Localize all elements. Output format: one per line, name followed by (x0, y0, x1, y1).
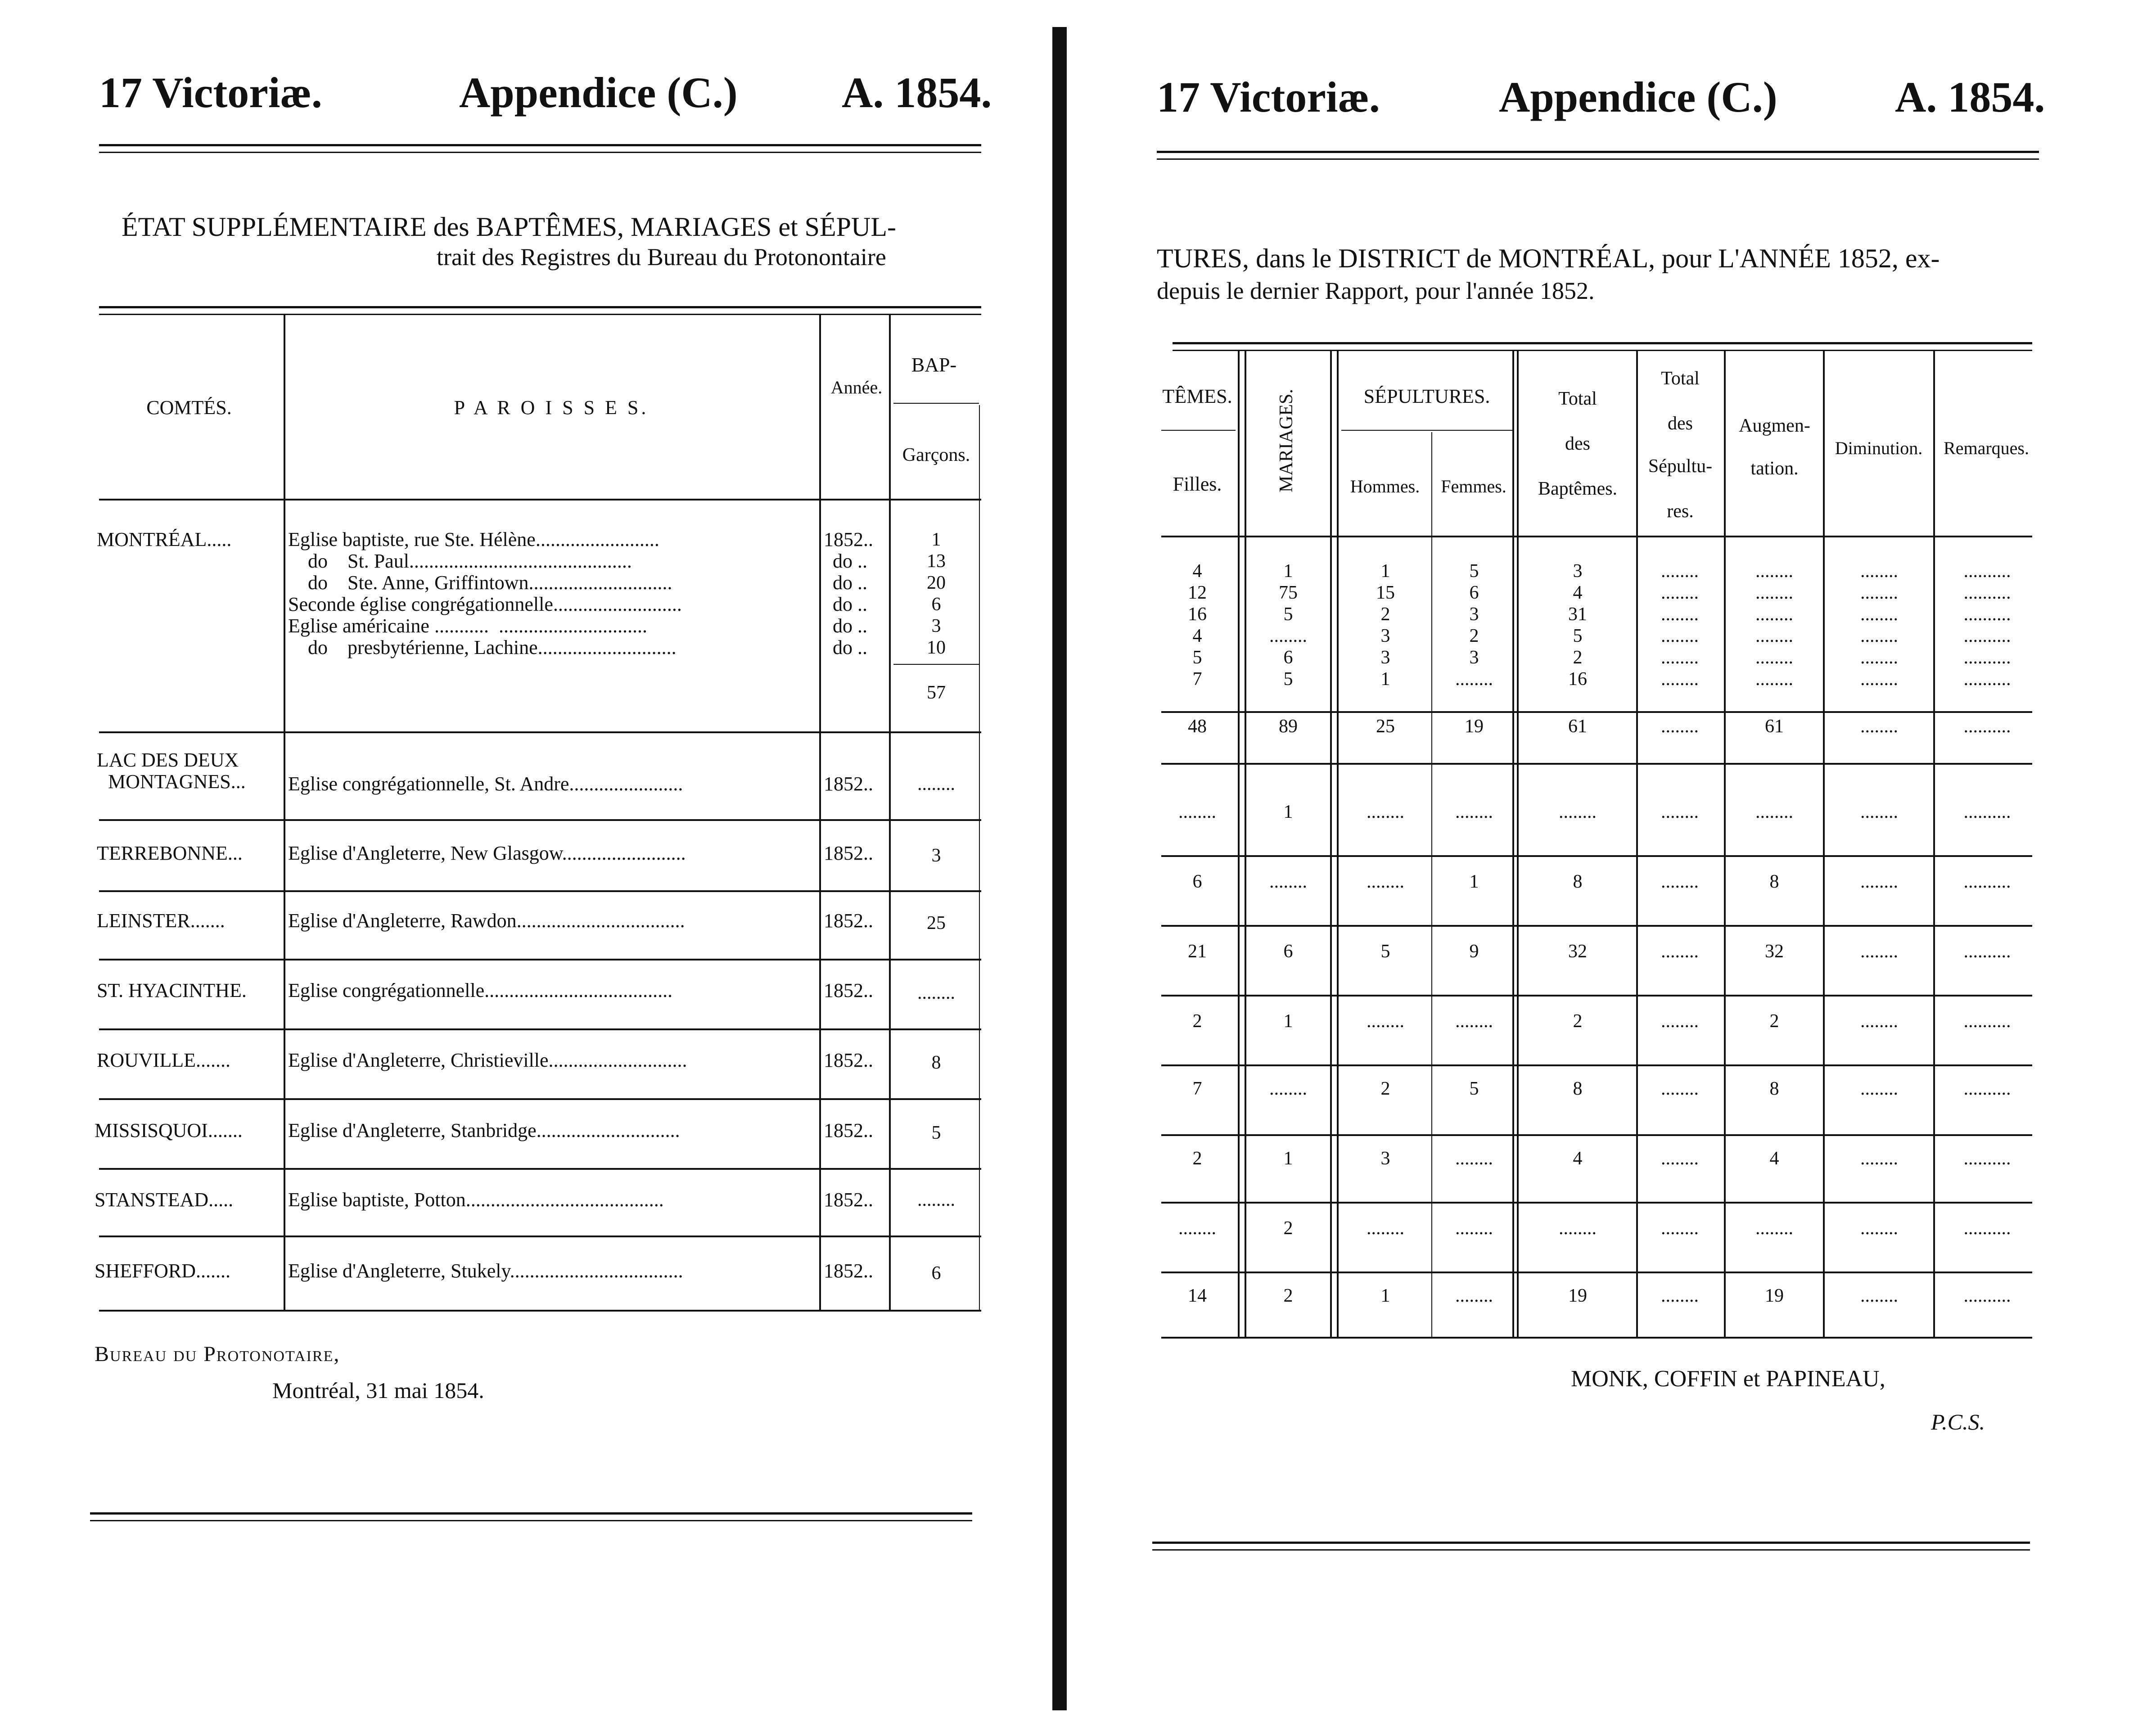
parish-garcons: 20 (927, 573, 946, 593)
cell-total-sep: ........ (1661, 941, 1699, 962)
cell-total-sep: ........ (1661, 1078, 1699, 1099)
parish-name: do presbytérienne, Lachine............................ (288, 636, 677, 658)
table-bottom-rule (99, 1310, 981, 1312)
cell-hommes: ........ (1367, 1218, 1404, 1239)
cell-mariages: ........ (1269, 626, 1307, 646)
cell-augm: ........ (1755, 647, 1793, 668)
parish-year: 1852.. (824, 979, 873, 1001)
header-bottom-rule (99, 499, 981, 501)
parish-garcons: 1 (931, 529, 941, 550)
parish-garcons: 3 (931, 845, 941, 866)
parish-year: 1852.. (824, 528, 873, 550)
parish-year: do .. (833, 593, 867, 615)
parish-name: Eglise américaine ........... .............................. (288, 615, 647, 637)
cell-dimin: ........ (1860, 626, 1898, 646)
county-name: ST. HYACINTHE. (97, 979, 247, 1001)
header-annee: Année. (830, 377, 883, 397)
parish-name: Eglise d'Angleterre, New Glasgow......................... (288, 842, 686, 864)
parish-garcons: ........ (917, 1190, 955, 1210)
subheader-rule (1161, 430, 1236, 431)
running-head-center: Appendice (C.) (459, 68, 738, 117)
cell-mariages: 1 (1283, 561, 1293, 582)
parish-year: do .. (833, 615, 867, 637)
header-total-baptemes-1: Total (1558, 388, 1597, 409)
cell-augm: ........ (1755, 582, 1793, 603)
county-name: LAC DES DEUX (97, 749, 239, 771)
county-name: STANSTEAD..... (95, 1189, 234, 1211)
cell-femmes: 3 (1469, 604, 1479, 625)
parish-garcons: 3 (931, 616, 941, 636)
parish-garcons: 10 (927, 637, 946, 658)
cell-femmes: ........ (1455, 1218, 1493, 1239)
cell-filles: 7 (1192, 1078, 1202, 1099)
subheader-rule (893, 403, 979, 404)
cell-femmes: ........ (1455, 1148, 1493, 1169)
cell-femmes: 19 (1465, 716, 1484, 737)
cell-total-sep: ........ (1661, 626, 1699, 646)
parish-name: Eglise d'Angleterre, Stukely................................... (288, 1260, 683, 1282)
header-remarques: Remarques. (1944, 438, 2029, 458)
parish-garcons: ........ (917, 774, 955, 794)
cell-hommes: 2 (1380, 1078, 1390, 1099)
cell-mariages: 1 (1283, 802, 1293, 822)
cell-femmes: 2 (1469, 626, 1479, 646)
cell-total-sep: ........ (1661, 561, 1699, 582)
cell-total-bapt: 3 (1573, 561, 1583, 582)
cell-filles: 4 (1192, 561, 1202, 582)
parish-name: Eglise congrégationnelle, St. Andre....................... (288, 773, 683, 795)
cell-dimin: ........ (1860, 1285, 1898, 1306)
cell-augm: 2 (1769, 1011, 1779, 1032)
cell-hommes: 3 (1380, 626, 1390, 646)
header-augmentation-2: tation. (1750, 458, 1799, 479)
cell-hommes: ........ (1367, 1011, 1404, 1032)
cell-total-bapt: 8 (1573, 1078, 1583, 1099)
cell-total-sep: ........ (1661, 1218, 1699, 1239)
cell-filles: 2 (1192, 1011, 1202, 1032)
col-divider (1636, 351, 1638, 1337)
cell-rem: .......... (1963, 802, 2011, 822)
cell-rem: .......... (1963, 604, 2011, 625)
cell-femmes: 6 (1469, 582, 1479, 603)
cell-mariages: 1 (1283, 1148, 1293, 1169)
cell-hommes: 25 (1376, 716, 1395, 737)
header-sepultures: SÉPULTURES. (1363, 385, 1490, 407)
col-divider (1512, 351, 1514, 1337)
cell-mariages: 89 (1279, 716, 1298, 737)
county-montreal: MONTRÉAL..... (97, 528, 232, 550)
header-mariages: MARIAGES. (1276, 389, 1297, 492)
col-divider (979, 405, 980, 1310)
cell-total-bapt: 16 (1568, 669, 1587, 690)
cell-total-sep: ........ (1661, 582, 1699, 603)
cell-femmes: ........ (1455, 669, 1493, 690)
cell-mariages: 2 (1283, 1285, 1293, 1306)
col-divider (1823, 351, 1825, 1337)
cell-total-sep: ........ (1661, 871, 1699, 892)
header-total-baptemes-3: Baptêmes. (1538, 478, 1618, 499)
cell-femmes: 5 (1469, 1078, 1479, 1099)
header-garcons: Garçons. (902, 445, 970, 465)
running-head-right: A. 1854. (1895, 73, 2045, 121)
cell-augm: ........ (1755, 1218, 1793, 1239)
parish-garcons: 8 (931, 1052, 941, 1073)
row-rule (1161, 1064, 2032, 1066)
row-rule (1161, 1202, 2032, 1204)
parish-year: 1852.. (824, 1260, 873, 1282)
cell-dimin: ........ (1860, 871, 1898, 892)
header-rule (99, 144, 981, 146)
cell-femmes: 9 (1469, 941, 1479, 962)
cell-dimin: ........ (1860, 561, 1898, 582)
cell-augm: ........ (1755, 604, 1793, 625)
cell-hommes: ........ (1367, 802, 1404, 822)
county-name: ROUVILLE....... (97, 1049, 230, 1071)
county-name: LEINSTER....... (97, 910, 225, 932)
left-page (0, 0, 1049, 1736)
cell-rem: .......... (1963, 582, 2011, 603)
cell-mariages: 1 (1283, 1011, 1293, 1032)
cell-dimin: ........ (1860, 1218, 1898, 1239)
cell-total-bapt: 31 (1568, 604, 1587, 625)
county-name: MONTAGNES... (108, 771, 246, 793)
parish-year: 1852.. (824, 773, 873, 795)
footer-place-date: Montréal, 31 mai 1854. (272, 1378, 484, 1403)
parish-year: do .. (833, 572, 867, 594)
header-comtes: COMTÉS. (146, 397, 232, 419)
cell-rem: .......... (1963, 1148, 2011, 1169)
header-hommes: Hommes. (1350, 476, 1420, 496)
col-divider (1933, 351, 1935, 1337)
cell-hommes: 1 (1380, 669, 1390, 690)
col-divider (1337, 351, 1339, 1337)
row-rule (99, 1168, 981, 1170)
header-rule (1157, 151, 2039, 153)
cell-hommes: 1 (1380, 1285, 1390, 1306)
cell-femmes: 3 (1469, 647, 1479, 668)
cell-mariages: 6 (1283, 647, 1293, 668)
cell-dimin: ........ (1860, 647, 1898, 668)
cell-hommes: 2 (1380, 604, 1390, 625)
subtotal-rule (1161, 711, 2032, 713)
cell-hommes: 15 (1376, 582, 1395, 603)
cell-femmes: ........ (1455, 802, 1493, 822)
subheader-rule (1341, 430, 1512, 431)
cell-total-bapt: 61 (1568, 716, 1587, 737)
row-rule (99, 1235, 981, 1237)
row-rule (99, 1028, 981, 1030)
cell-augm: 32 (1765, 941, 1784, 962)
row-rule (99, 731, 981, 733)
cell-filles: ........ (1178, 1218, 1216, 1239)
cell-total-bapt: 2 (1573, 1011, 1583, 1032)
parish-year: 1852.. (824, 1119, 873, 1141)
cell-rem: .......... (1963, 716, 2011, 737)
parish-name: Eglise baptiste, Potton........................................ (288, 1189, 664, 1211)
table-top-rule (1173, 342, 2032, 344)
col-divider (819, 315, 821, 1310)
cell-filles: 5 (1192, 647, 1202, 668)
parish-garcons: 6 (931, 594, 941, 615)
parish-name: do St. Paul............................................. (288, 550, 632, 572)
header-diminution: Diminution. (1835, 438, 1923, 458)
row-rule (1161, 763, 2032, 765)
parish-name: Eglise d'Angleterre, Rawdon.................................. (288, 910, 685, 932)
cell-rem: .......... (1963, 669, 2011, 690)
cell-filles: 14 (1188, 1285, 1207, 1306)
cell-mariages: 5 (1283, 604, 1293, 625)
header-total-sepultures-4: res. (1667, 501, 1694, 522)
running-head-center: Appendice (C.) (1499, 73, 1777, 121)
parish-name: Eglise baptiste, rue Ste. Hélène......................... (288, 528, 659, 550)
cell-hommes: ........ (1367, 871, 1404, 892)
cell-mariages: ........ (1269, 1078, 1307, 1099)
col-divider (1330, 351, 1332, 1337)
cell-total-bapt: ........ (1559, 802, 1597, 822)
cell-hommes: 3 (1380, 647, 1390, 668)
cell-hommes: 3 (1380, 1148, 1390, 1169)
cell-filles: 2 (1192, 1148, 1202, 1169)
table-title-line2: depuis le dernier Rapport, pour l'année 1852. (1157, 277, 1595, 304)
row-rule (99, 1098, 981, 1100)
col-divider (1724, 351, 1726, 1337)
footer-rule (90, 1512, 972, 1515)
table-bottom-rule (1161, 1337, 2032, 1339)
cell-rem: .......... (1963, 1218, 2011, 1239)
cell-filles: 16 (1188, 604, 1207, 625)
col-divider (889, 315, 891, 1310)
parish-garcons: 6 (931, 1263, 941, 1284)
cell-filles: 12 (1188, 582, 1207, 603)
cell-mariages: 6 (1283, 941, 1293, 962)
cell-total-bapt: ........ (1559, 1218, 1597, 1239)
cell-mariages: 75 (1279, 582, 1298, 603)
row-rule (1161, 1272, 2032, 1273)
col-divider (284, 315, 285, 1310)
signature-initials: P.C.S. (1931, 1409, 1985, 1434)
cell-total-bapt: 19 (1568, 1285, 1587, 1306)
parish-year: do .. (833, 636, 867, 658)
table-top-rule (99, 306, 981, 308)
parish-year: 1852.. (824, 910, 873, 932)
cell-total-bapt: 32 (1568, 941, 1587, 962)
row-rule (1161, 855, 2032, 857)
book-spine (1052, 27, 1067, 1710)
cell-filles: ........ (1178, 802, 1216, 822)
cell-filles: 21 (1188, 941, 1207, 962)
cell-femmes: ........ (1455, 1285, 1493, 1306)
cell-total-sep: ........ (1661, 604, 1699, 625)
cell-mariages: 2 (1283, 1218, 1293, 1239)
cell-mariages: 5 (1283, 669, 1293, 690)
cell-augm: ........ (1755, 802, 1793, 822)
parish-name: Eglise congrégationnelle...................................... (288, 979, 673, 1001)
cell-filles: 48 (1188, 716, 1207, 737)
cell-total-sep: ........ (1661, 716, 1699, 737)
parish-name: do Ste. Anne, Griffintown............................. (288, 572, 672, 594)
cell-dimin: ........ (1860, 604, 1898, 625)
cell-rem: .......... (1963, 871, 2011, 892)
cell-hommes: 5 (1380, 941, 1390, 962)
county-name: TERREBONNE... (97, 842, 243, 864)
footer-rule (1152, 1542, 2030, 1544)
cell-total-sep: ........ (1661, 1285, 1699, 1306)
header-paroisses: P A R O I S S E S. (454, 397, 649, 419)
parish-name: Eglise d'Angleterre, Stanbridge............................. (288, 1119, 680, 1141)
cell-total-sep: ........ (1661, 1011, 1699, 1032)
header-total-sepultures-3: Sépultu- (1648, 456, 1713, 477)
footer-office: Bureau du Protonotaire, (95, 1342, 340, 1366)
running-head-left: 17 Victoriæ. (1157, 73, 1380, 121)
cell-femmes: 1 (1469, 871, 1479, 892)
cell-total-sep: ........ (1661, 669, 1699, 690)
running-head-right: A. 1854. (842, 68, 992, 117)
cell-rem: .......... (1963, 647, 2011, 668)
parish-garcons: ........ (917, 983, 955, 1003)
cell-total-sep: ........ (1661, 647, 1699, 668)
header-total-baptemes-2: des (1565, 433, 1590, 454)
cell-rem: .......... (1963, 1011, 2011, 1032)
header-total-sepultures-2: des (1668, 413, 1693, 434)
header-bottom-rule (1161, 536, 2032, 537)
row-rule (99, 819, 981, 821)
table-title-line1: ÉTAT SUPPLÉMENTAIRE des BAPTÊMES, MARIAGES et SÉPUL- (122, 212, 897, 242)
montreal-total: 57 (927, 682, 946, 703)
cell-filles: 7 (1192, 669, 1202, 690)
cell-dimin: ........ (1860, 582, 1898, 603)
cell-total-sep: ........ (1661, 1148, 1699, 1169)
parish-year: 1852.. (824, 1189, 873, 1211)
cell-rem: .......... (1963, 1285, 2011, 1306)
cell-dimin: ........ (1860, 1011, 1898, 1032)
table-title-line1: TURES, dans le DISTRICT de MONTRÉAL, pour L'ANNÉE 1852, ex- (1157, 243, 1940, 273)
cell-dimin: ........ (1860, 716, 1898, 737)
cell-total-bapt: 4 (1573, 1148, 1583, 1169)
row-rule (1161, 925, 2032, 927)
row-rule (1161, 1134, 2032, 1136)
cell-mariages: ........ (1269, 871, 1307, 892)
parish-year: 1852.. (824, 1049, 873, 1071)
header-temes: TÊMES. (1162, 385, 1232, 407)
row-rule (99, 959, 981, 960)
row-rule (1161, 995, 2032, 997)
cell-rem: .......... (1963, 626, 2011, 646)
cell-augm: ........ (1755, 626, 1793, 646)
cell-dimin: ........ (1860, 941, 1898, 962)
cell-femmes: ........ (1455, 1011, 1493, 1032)
county-name: SHEFFORD....... (95, 1260, 230, 1282)
row-rule (99, 890, 981, 892)
header-bap: BAP- (911, 354, 957, 376)
header-augmentation-1: Augmen- (1739, 415, 1810, 436)
cell-filles: 4 (1192, 626, 1202, 646)
cell-rem: .......... (1963, 561, 2011, 582)
running-head-left: 17 Victoriæ. (99, 68, 322, 117)
signature: MONK, COFFIN et PAPINEAU, (1571, 1366, 1885, 1392)
parish-name: Eglise d'Angleterre, Christieville............................ (288, 1049, 687, 1071)
header-femmes: Femmes. (1441, 476, 1507, 496)
cell-augm: 8 (1769, 1078, 1779, 1099)
cell-hommes: 1 (1380, 561, 1390, 582)
cell-total-bapt: 4 (1573, 582, 1583, 603)
cell-rem: .......... (1963, 941, 2011, 962)
cell-total-bapt: 8 (1573, 871, 1583, 892)
cell-dimin: ........ (1860, 1078, 1898, 1099)
cell-augm: ........ (1755, 669, 1793, 690)
parish-garcons: 25 (927, 913, 946, 933)
parish-year: do .. (833, 550, 867, 572)
parish-year: 1852.. (824, 842, 873, 864)
cell-dimin: ........ (1860, 1148, 1898, 1169)
cell-rem: .......... (1963, 1078, 2011, 1099)
right-page (1067, 0, 2129, 1736)
cell-femmes: 5 (1469, 561, 1479, 582)
cell-total-sep: ........ (1661, 802, 1699, 822)
parish-name: Seconde église congrégationnelle.......................... (288, 593, 682, 615)
county-name: MISSISQUOI....... (95, 1119, 243, 1141)
cell-augm: 61 (1765, 716, 1784, 737)
col-divider (1245, 351, 1246, 1337)
cell-augm: 8 (1769, 871, 1779, 892)
col-divider (1238, 351, 1240, 1337)
cell-augm: 4 (1769, 1148, 1779, 1169)
table-title-line2: trait des Registres du Bureau du Protonontaire (437, 243, 886, 271)
cell-total-bapt: 2 (1573, 647, 1583, 668)
col-divider (1517, 351, 1519, 1337)
parish-garcons: 13 (927, 551, 946, 572)
subtotal-rule (893, 664, 979, 665)
parish-garcons: 5 (931, 1123, 941, 1143)
cell-total-bapt: 5 (1573, 626, 1583, 646)
cell-filles: 6 (1192, 871, 1202, 892)
cell-dimin: ........ (1860, 669, 1898, 690)
cell-dimin: ........ (1860, 802, 1898, 822)
header-total-sepultures-1: Total (1661, 368, 1700, 389)
cell-augm: ........ (1755, 561, 1793, 582)
cell-augm: 19 (1765, 1285, 1784, 1306)
header-filles: Filles. (1173, 473, 1222, 495)
